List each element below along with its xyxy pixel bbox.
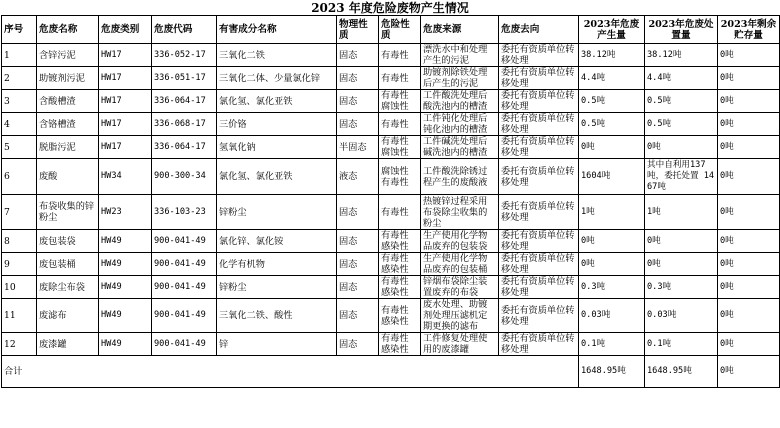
cell-category: HW17 (99, 90, 152, 113)
header-hazard: 危险性质 (379, 16, 421, 44)
cell-ingredients: 化学有机物 (217, 253, 337, 276)
cell-ingredients: 三氧化二体、少量氯化锌 (217, 67, 337, 90)
cell-destination: 委托有资质单位转移处理 (499, 90, 579, 113)
cell-physical: 固态 (337, 90, 379, 113)
cell-ingredients: 三氧化二铁 (217, 44, 337, 67)
cell-name: 废滤布 (37, 299, 99, 333)
total-label: 合计 (2, 356, 579, 388)
cell-remaining: 0吨 (718, 90, 780, 113)
cell-remaining: 0吨 (718, 195, 780, 230)
header-destination: 危废去向 (499, 16, 579, 44)
cell-no: 2 (2, 67, 37, 90)
cell-name: 含锌污泥 (37, 44, 99, 67)
cell-remaining: 0吨 (718, 113, 780, 136)
cell-name: 助镀剂污泥 (37, 67, 99, 90)
cell-hazard: 有毒性 感染性 (379, 333, 421, 356)
cell-disposed: 0.1吨 (645, 333, 718, 356)
cell-hazard: 有毒性 感染性 (379, 299, 421, 333)
cell-destination: 委托有资质单位转移处理 (499, 136, 579, 159)
table-row (2, 159, 780, 195)
cell-produced: 0吨 (579, 230, 645, 253)
cell-code: 900-041-49 (152, 333, 217, 356)
cell-name: 废除尘布袋 (37, 276, 99, 299)
cell-disposed: 其中自利用137吨，委托处置 1467吨 (645, 159, 718, 195)
cell-disposed: 0吨 (645, 136, 718, 159)
cell-hazard: 有毒性 (379, 113, 421, 136)
cell-disposed: 38.12吨 (645, 44, 718, 67)
cell-source: 工件钝化处理后钝化池内的槽渣 (421, 113, 499, 136)
cell-disposed: 0.03吨 (645, 299, 718, 333)
cell-remaining: 0吨 (718, 333, 780, 356)
table-row (2, 333, 780, 356)
cell-destination: 委托有资质单位转移处理 (499, 333, 579, 356)
cell-remaining: 0吨 (718, 67, 780, 90)
cell-ingredients: 三价铬 (217, 113, 337, 136)
cell-hazard: 有毒性 感染性 (379, 253, 421, 276)
cell-no: 4 (2, 113, 37, 136)
cell-code: 900-041-49 (152, 276, 217, 299)
cell-no: 5 (2, 136, 37, 159)
cell-category: HW17 (99, 113, 152, 136)
cell-hazard: 有毒性 (379, 67, 421, 90)
cell-no: 10 (2, 276, 37, 299)
table-row (2, 136, 780, 159)
cell-physical: 固态 (337, 113, 379, 136)
cell-physical: 固态 (337, 44, 379, 67)
cell-produced: 38.12吨 (579, 44, 645, 67)
cell-destination: 委托有资质单位转移处理 (499, 253, 579, 276)
header-source: 危废来源 (421, 16, 499, 44)
cell-remaining: 0吨 (718, 276, 780, 299)
cell-ingredients: 氯化氢、氯化亚铁 (217, 90, 337, 113)
cell-category: HW49 (99, 276, 152, 299)
cell-source: 工件碱洗处理后碱洗池内的槽渣 (421, 136, 499, 159)
cell-name: 含铬槽渣 (37, 113, 99, 136)
cell-no: 7 (2, 195, 37, 230)
cell-category: HW17 (99, 44, 152, 67)
cell-physical: 固态 (337, 276, 379, 299)
header-category: 危废类别 (99, 16, 152, 44)
cell-name: 废包装桶 (37, 253, 99, 276)
cell-category: HW17 (99, 67, 152, 90)
cell-category: HW34 (99, 159, 152, 195)
cell-remaining: 0吨 (718, 230, 780, 253)
header-no: 序号 (2, 16, 37, 44)
cell-category: HW49 (99, 230, 152, 253)
cell-disposed: 0.3吨 (645, 276, 718, 299)
cell-code: 900-300-34 (152, 159, 217, 195)
total-disposed: 1648.95吨 (645, 356, 718, 388)
cell-hazard: 有毒性 腐蚀性 (379, 136, 421, 159)
total-remaining: 0吨 (718, 356, 780, 388)
cell-remaining: 0吨 (718, 159, 780, 195)
cell-physical: 固态 (337, 333, 379, 356)
cell-physical: 液态 (337, 159, 379, 195)
cell-produced: 1吨 (579, 195, 645, 230)
cell-produced: 4.4吨 (579, 67, 645, 90)
cell-disposed: 0.5吨 (645, 113, 718, 136)
cell-disposed: 4.4吨 (645, 67, 718, 90)
cell-disposed: 0吨 (645, 253, 718, 276)
cell-produced: 0吨 (579, 136, 645, 159)
table-row (2, 253, 780, 276)
cell-code: 336-103-23 (152, 195, 217, 230)
cell-no: 12 (2, 333, 37, 356)
cell-source: 锌烟布袋除尘装置废弃的布袋 (421, 276, 499, 299)
header-code: 危废代码 (152, 16, 217, 44)
cell-physical: 固态 (337, 67, 379, 90)
document-title: 2023 年度危险废物产生情况 (311, 1, 469, 15)
cell-destination: 委托有资质单位转移处理 (499, 276, 579, 299)
cell-destination: 委托有资质单位转移处理 (499, 299, 579, 333)
cell-produced: 0.3吨 (579, 276, 645, 299)
header-physical: 物理性质 (337, 16, 379, 44)
cell-hazard: 有毒性 感染性 (379, 276, 421, 299)
cell-ingredients: 氯化氢、氯化亚铁 (217, 159, 337, 195)
table-row (2, 299, 780, 333)
cell-hazard: 有毒性 感染性 (379, 230, 421, 253)
cell-hazard: 有毒性 腐蚀性 (379, 90, 421, 113)
table-row (2, 67, 780, 90)
cell-source: 工件修复处理使用的废漆罐 (421, 333, 499, 356)
cell-remaining: 0吨 (718, 136, 780, 159)
cell-hazard: 有毒性 (379, 195, 421, 230)
cell-physical: 固态 (337, 230, 379, 253)
cell-destination: 委托有资质单位转移处理 (499, 67, 579, 90)
table-row (2, 90, 780, 113)
cell-code: 336-051-17 (152, 67, 217, 90)
cell-name: 含酸槽渣 (37, 90, 99, 113)
cell-hazard: 有毒性 (379, 44, 421, 67)
table-row (2, 44, 780, 67)
cell-hazard: 腐蚀性 有毒性 (379, 159, 421, 195)
cell-ingredients: 锌 (217, 333, 337, 356)
cell-no: 3 (2, 90, 37, 113)
cell-destination: 委托有资质单位转移处理 (499, 230, 579, 253)
table-header-row (2, 16, 780, 44)
table-row (2, 230, 780, 253)
cell-category: HW23 (99, 195, 152, 230)
cell-produced: 0.03吨 (579, 299, 645, 333)
header-ingredients: 有害成分名称 (217, 16, 337, 44)
header-produced: 2023年危废产生量 (579, 16, 645, 44)
cell-code: 336-068-17 (152, 113, 217, 136)
cell-code: 900-041-49 (152, 253, 217, 276)
cell-code: 336-064-17 (152, 136, 217, 159)
cell-physical: 固态 (337, 253, 379, 276)
cell-physical: 固态 (337, 195, 379, 230)
cell-source: 工件酸洗除锈过程产生的废酸液 (421, 159, 499, 195)
cell-ingredients: 锌粉尘 (217, 195, 337, 230)
cell-source: 漂洗水中和处理产生的污泥 (421, 44, 499, 67)
cell-category: HW49 (99, 333, 152, 356)
cell-category: HW49 (99, 299, 152, 333)
cell-ingredients: 锌粉尘 (217, 276, 337, 299)
cell-no: 1 (2, 44, 37, 67)
cell-produced: 0.5吨 (579, 113, 645, 136)
cell-source: 生产使用化学物品废弃的包装袋 (421, 230, 499, 253)
cell-produced: 0.5吨 (579, 90, 645, 113)
cell-code: 900-041-49 (152, 230, 217, 253)
cell-physical: 半固态 (337, 136, 379, 159)
table-row (2, 113, 780, 136)
cell-category: HW49 (99, 253, 152, 276)
cell-destination: 委托有资质单位转移处理 (499, 113, 579, 136)
cell-name: 布袋收集的锌粉尘 (37, 195, 99, 230)
cell-code: 336-052-17 (152, 44, 217, 67)
cell-name: 废包装袋 (37, 230, 99, 253)
cell-disposed: 0吨 (645, 230, 718, 253)
header-name: 危废名称 (37, 16, 99, 44)
cell-no: 8 (2, 230, 37, 253)
cell-code: 336-064-17 (152, 90, 217, 113)
cell-produced: 0.1吨 (579, 333, 645, 356)
cell-name: 废酸 (37, 159, 99, 195)
cell-source: 生产使用化学物品废弃的包装桶 (421, 253, 499, 276)
cell-ingredients: 三氧化二铁、酸性 (217, 299, 337, 333)
cell-name: 废漆罐 (37, 333, 99, 356)
cell-source: 热镀锌过程采用布袋除尘收集的粉尘 (421, 195, 499, 230)
cell-disposed: 1吨 (645, 195, 718, 230)
cell-ingredients: 氯化锌、氯化铵 (217, 230, 337, 253)
table-row (2, 276, 780, 299)
cell-physical: 固态 (337, 299, 379, 333)
cell-code: 900-041-49 (152, 299, 217, 333)
cell-produced: 1604吨 (579, 159, 645, 195)
header-disposed: 2023年危废处置量 (645, 16, 718, 44)
cell-destination: 委托有资质单位转移处理 (499, 159, 579, 195)
cell-remaining: 0吨 (718, 299, 780, 333)
cell-name: 脱脂污泥 (37, 136, 99, 159)
cell-source: 助镀剂除铁处理后产生的污泥 (421, 67, 499, 90)
total-produced: 1648.95吨 (579, 356, 645, 388)
cell-category: HW17 (99, 136, 152, 159)
cell-source: 废水处理、助镀剂处理压滤机定期更换的滤布 (421, 299, 499, 333)
cell-remaining: 0吨 (718, 44, 780, 67)
cell-produced: 0吨 (579, 253, 645, 276)
cell-source: 工件酸洗处理后酸洗池内的槽渣 (421, 90, 499, 113)
cell-destination: 委托有资质单位转移处理 (499, 44, 579, 67)
cell-remaining: 0吨 (718, 253, 780, 276)
cell-no: 9 (2, 253, 37, 276)
total-row (2, 356, 780, 388)
cell-destination: 委托有资质单位转移处理 (499, 195, 579, 230)
cell-ingredients: 氢氧化钠 (217, 136, 337, 159)
table-row (2, 195, 780, 230)
cell-no: 11 (2, 299, 37, 333)
cell-disposed: 0.5吨 (645, 90, 718, 113)
header-remaining: 2023年剩余贮存量 (718, 16, 780, 44)
cell-no: 6 (2, 159, 37, 195)
hazardous-waste-table (1, 15, 780, 388)
